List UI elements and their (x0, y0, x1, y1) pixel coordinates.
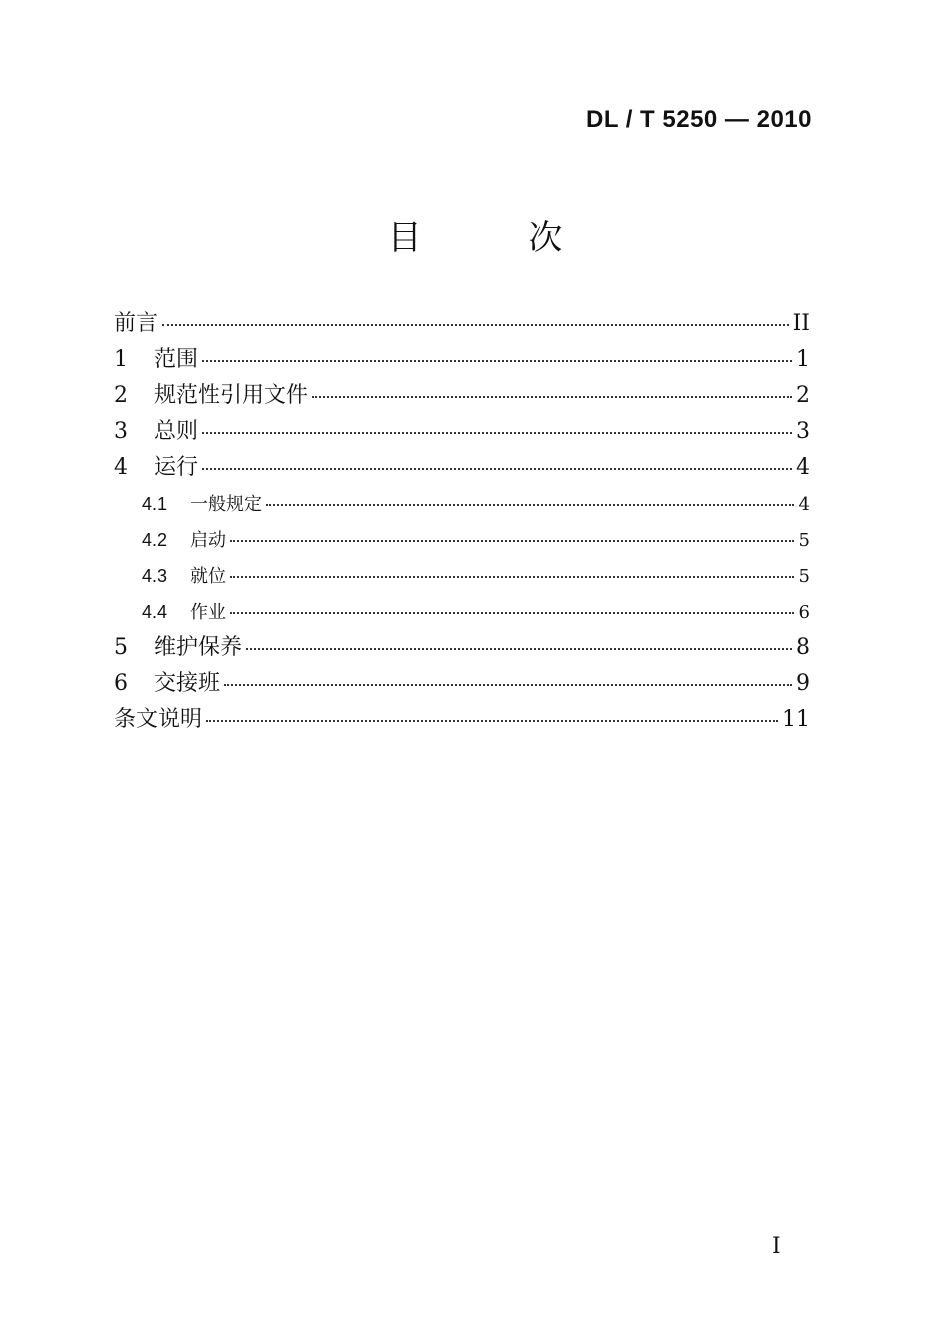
toc-entry-number: 4.4 (142, 602, 168, 622)
toc-entry-page: II (792, 311, 810, 336)
leader-dots (230, 538, 794, 542)
toc-subentry[interactable] (114, 594, 810, 630)
leader-dots (202, 430, 792, 434)
toc-entry-label: 维护保养 (154, 635, 243, 660)
standard-code: DL / T 5250 — 2010 (585, 106, 812, 133)
leader-dots (224, 682, 792, 686)
toc-entry-number: 3 (114, 419, 128, 444)
toc-subentry[interactable] (114, 558, 810, 594)
leader-dots (230, 574, 794, 578)
toc-entry-label: 交接班 (154, 671, 221, 696)
toc-subentry[interactable] (114, 486, 810, 522)
toc-entry-page: 9 (796, 671, 810, 696)
toc-entry-number: 5 (114, 635, 128, 660)
toc-entry-page: 11 (782, 707, 810, 732)
toc-entry-label: 作业 (190, 602, 226, 623)
toc-entry-page: 5 (798, 566, 810, 587)
toc-entry-page: 4 (798, 494, 810, 515)
toc-entry[interactable] (114, 450, 810, 486)
toc-entry-label: 一般规定 (190, 494, 262, 515)
toc-entry[interactable] (114, 630, 810, 666)
toc-entry-page: 6 (798, 602, 810, 623)
toc-subentry[interactable] (114, 522, 810, 558)
toc-entry-label: 总则 (154, 419, 199, 444)
toc-entry-page: 4 (796, 455, 810, 480)
toc-entry-number: 4.3 (142, 566, 168, 586)
toc-entry-label: 条文说明 (114, 707, 203, 732)
toc-entry-page: 2 (796, 383, 810, 408)
toc-entry[interactable] (114, 378, 810, 414)
leader-dots (206, 718, 778, 722)
toc-entry-label: 前言 (114, 311, 159, 336)
leader-dots (202, 358, 792, 362)
toc-entry-number: 4 (114, 455, 128, 480)
toc-entry-page: 1 (796, 347, 810, 372)
toc-entry-number: 2 (114, 383, 128, 408)
toc-entry-number: 1 (114, 347, 128, 372)
toc-entry[interactable] (114, 666, 810, 702)
toc-entry-label: 就位 (190, 566, 226, 587)
toc-entry[interactable] (114, 342, 810, 378)
toc-entry-number: 4.1 (142, 494, 168, 514)
toc-entry-label: 运行 (154, 455, 199, 480)
toc-entry-page: 8 (796, 635, 810, 660)
toc-entry-number: 6 (114, 671, 128, 696)
toc-entry-label: 规范性引用文件 (154, 383, 309, 408)
page-number: I (772, 1234, 781, 1259)
toc-entry[interactable] (114, 414, 810, 450)
toc-entry-page: 3 (796, 419, 810, 444)
table-of-contents (114, 306, 810, 738)
page-title: 目 次 (387, 218, 611, 258)
toc-entry-number: 4.2 (142, 530, 168, 550)
leader-dots (202, 466, 792, 470)
leader-dots (246, 646, 792, 650)
toc-entry[interactable] (114, 702, 810, 738)
toc-entry-label: 范围 (154, 347, 199, 372)
toc-entry-label: 启动 (190, 530, 226, 551)
leader-dots (162, 322, 789, 326)
toc-entry-page: 5 (798, 530, 810, 551)
leader-dots (312, 394, 792, 398)
leader-dots (230, 610, 794, 614)
toc-entry[interactable] (114, 306, 810, 342)
leader-dots (266, 502, 794, 506)
